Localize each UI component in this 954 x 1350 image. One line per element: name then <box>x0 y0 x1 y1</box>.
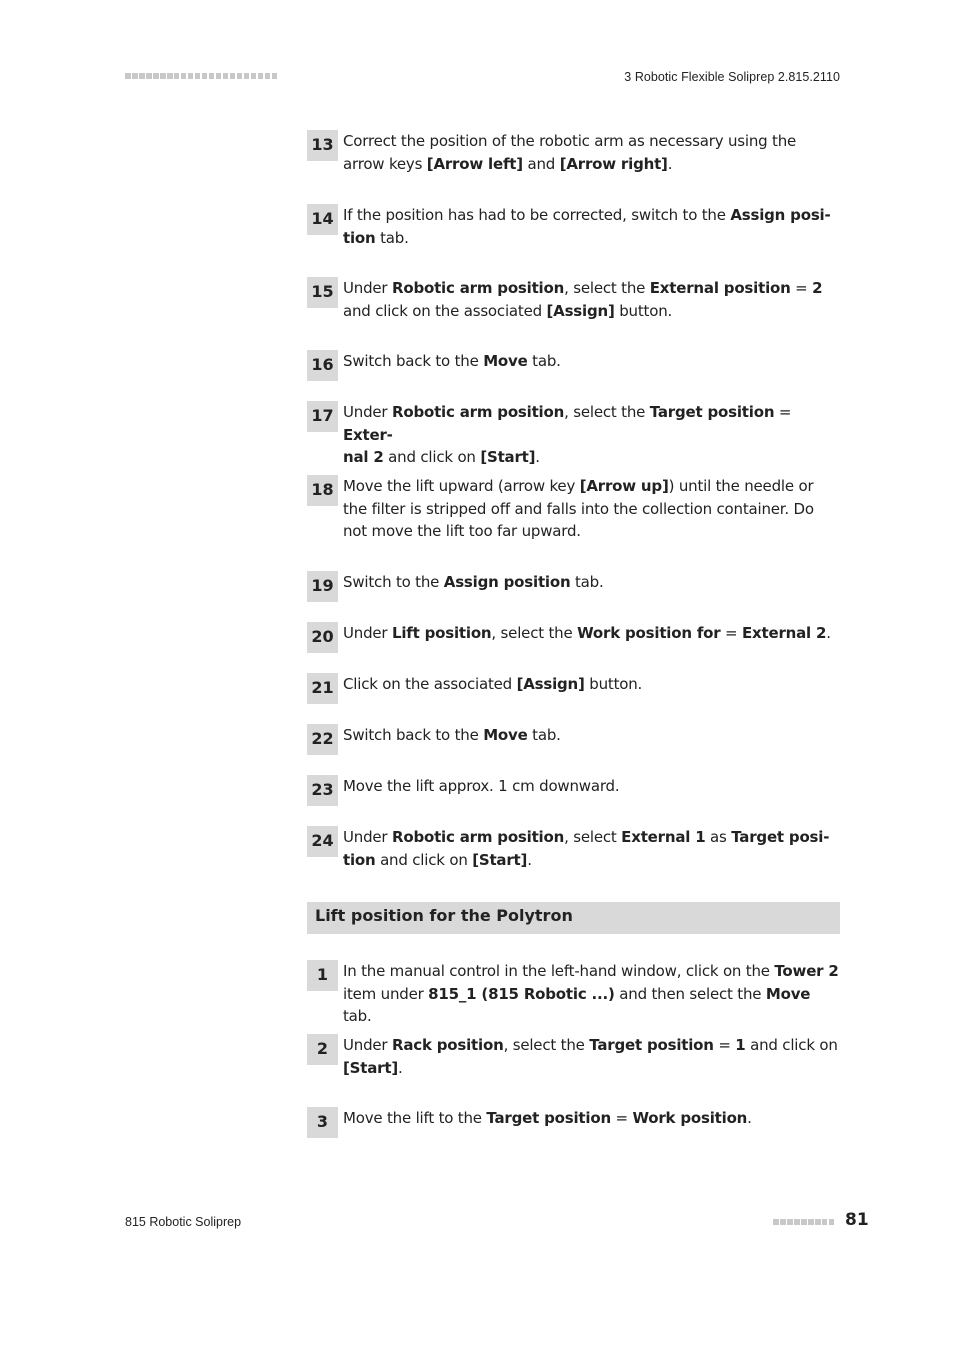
step-text-run: and click on <box>745 1036 838 1054</box>
decoration-dot <box>160 73 166 79</box>
decoration-dot <box>223 73 229 79</box>
step-text <box>343 571 840 594</box>
decoration-dot <box>153 73 159 79</box>
step-text-run: = <box>713 1036 736 1054</box>
step-item <box>307 401 840 469</box>
decoration-dot <box>829 1219 835 1225</box>
step-text-emphasis: Robotic arm position <box>391 828 565 846</box>
decoration-dot <box>216 73 222 79</box>
decoration-dot <box>773 1219 779 1225</box>
step-number: 1 <box>307 960 338 991</box>
step-text-emphasis: Work position <box>632 1109 748 1127</box>
step-text-run: Move the lift to the <box>343 1109 487 1127</box>
step-text-run: . <box>826 624 831 642</box>
step-text <box>343 775 840 798</box>
step-text-run: as <box>705 828 732 846</box>
step-text-run: Switch back to the <box>343 352 484 370</box>
step-text <box>343 401 840 469</box>
step-text-run: = <box>610 1109 633 1127</box>
step-item <box>307 571 840 594</box>
step-text-run: and <box>522 154 560 173</box>
step-text <box>343 277 840 322</box>
step-number: 13 <box>307 130 338 161</box>
step-text-emphasis: Target position <box>486 1109 611 1127</box>
decoration-dot <box>822 1219 828 1225</box>
step-text-run: item under <box>343 984 429 1003</box>
step-item <box>307 130 840 175</box>
step-number: 23 <box>307 775 338 806</box>
step-text-run: = <box>720 624 742 642</box>
step-text-run: = <box>774 403 792 421</box>
decoration-dot <box>265 73 271 79</box>
step-text-emphasis: Move <box>765 984 811 1003</box>
step-item <box>307 724 840 747</box>
step-text-emphasis: tion <box>343 228 376 247</box>
step-number: 3 <box>307 1107 338 1138</box>
step-text-run: button. <box>584 675 643 693</box>
step-number: 24 <box>307 826 338 857</box>
step-text-emphasis: [Arrow right] <box>559 154 668 173</box>
decoration-dot <box>181 73 187 79</box>
step-text-run: Under <box>343 279 392 297</box>
step-text-run: . <box>527 850 532 869</box>
step-text <box>343 960 840 1028</box>
step-text-emphasis: [Start] <box>480 448 536 467</box>
step-text-run: Move the lift approx. 1 cm downward. <box>343 777 620 795</box>
step-text <box>343 130 840 175</box>
decoration-dot <box>251 73 257 79</box>
step-text-run: tab. <box>570 573 604 591</box>
step-text-emphasis: [Arrow up] <box>579 477 669 495</box>
step-text-run: Switch back to the <box>343 726 484 744</box>
step-number: 22 <box>307 724 338 755</box>
step-text-run: and click on <box>375 850 473 869</box>
step-item <box>307 1107 840 1130</box>
step-text-emphasis: Lift position <box>391 624 492 642</box>
step-item <box>307 826 840 871</box>
step-text-emphasis: [Assign] <box>546 301 615 320</box>
step-text-run: Under <box>343 1036 392 1054</box>
step-text <box>343 826 840 871</box>
step-text-run: Move the lift upward (arrow key <box>343 477 580 495</box>
step-text-emphasis: 2 <box>812 279 823 297</box>
decoration-dot <box>167 73 173 79</box>
step-number: 15 <box>307 277 338 308</box>
decoration-dot <box>244 73 250 79</box>
decoration-dot <box>272 73 278 79</box>
step-text-emphasis: tion <box>343 850 376 869</box>
page-number: 81 <box>845 1210 869 1230</box>
step-text-run: tab. <box>343 1007 372 1026</box>
decoration-dot <box>195 73 201 79</box>
decoration-dot <box>258 73 264 79</box>
step-text-emphasis: Assign posi- <box>730 206 831 224</box>
step-text <box>343 673 840 696</box>
step-text-emphasis: Tower 2 <box>774 962 839 980</box>
step-text-run: , select the <box>564 403 650 421</box>
decoration-dot <box>139 73 145 79</box>
step-item <box>307 960 840 1028</box>
step-text-run: In the manual control in the left-hand window, click on the <box>343 962 775 980</box>
step-text-emphasis: Robotic arm position <box>391 279 565 297</box>
step-text-run: Under <box>343 624 392 642</box>
step-text-run: tab. <box>375 228 409 247</box>
step-text-emphasis: Assign position <box>443 573 571 591</box>
step-text-emphasis: 1 <box>735 1036 746 1054</box>
step-text-emphasis: External position <box>649 279 791 297</box>
footer-decoration-dots <box>773 1219 834 1225</box>
step-text-run: . <box>667 154 673 173</box>
step-text-emphasis: External 1 <box>621 828 706 846</box>
step-text-emphasis: [Assign] <box>516 675 585 693</box>
decoration-dot <box>794 1219 800 1225</box>
step-text-run: tab. <box>527 726 561 744</box>
decoration-dot <box>808 1219 814 1225</box>
step-number: 2 <box>307 1034 338 1065</box>
step-text-emphasis: [Start] <box>343 1058 398 1077</box>
header-decoration-dots <box>125 73 277 79</box>
section-heading <box>307 902 840 934</box>
step-text-emphasis: [Start] <box>472 850 528 869</box>
step-text <box>343 1107 840 1130</box>
step-text <box>343 724 840 747</box>
step-text <box>343 622 840 645</box>
step-text-emphasis: Target position <box>589 1036 714 1054</box>
step-number: 14 <box>307 204 338 235</box>
step-text-run: . <box>535 448 540 467</box>
step-text-run: and click on the associated <box>343 301 547 320</box>
step-text-run: , select <box>564 828 622 846</box>
section-heading-title: Lift position for the Polytron <box>315 906 573 925</box>
step-text-run: Correct the position of the robotic arm as necessary using the arrow keys <box>343 132 797 173</box>
step-text-emphasis: [Arrow left] <box>426 154 523 173</box>
decoration-dot <box>780 1219 786 1225</box>
decoration-dot <box>174 73 180 79</box>
step-text-emphasis: Exter- <box>343 425 393 444</box>
step-item <box>307 204 840 249</box>
step-number: 19 <box>307 571 338 602</box>
step-item <box>307 277 840 322</box>
step-text-emphasis: Rack position <box>391 1036 504 1054</box>
step-text-emphasis: nal 2 <box>343 448 384 467</box>
step-item <box>307 622 840 645</box>
decoration-dot <box>125 73 131 79</box>
step-text-run: , select the <box>564 279 650 297</box>
decoration-dot <box>146 73 152 79</box>
decoration-dot <box>230 73 236 79</box>
step-text-emphasis: Move <box>483 352 528 370</box>
decoration-dot <box>801 1219 807 1225</box>
step-text-run: ) until the needle or the filter is stripped off and falls into the collection container. Do not move the lift too far upward. <box>343 477 814 541</box>
step-text-run: tab. <box>527 352 561 370</box>
step-text-run: and then select the <box>614 984 766 1003</box>
decoration-dot <box>815 1219 821 1225</box>
running-header: 3 Robotic Flexible Soliprep 2.815.2110 <box>624 70 840 84</box>
step-text-run: If the position has had to be corrected, switch to the <box>343 206 731 224</box>
step-text <box>343 1034 840 1079</box>
step-number: 18 <box>307 475 338 506</box>
step-item <box>307 350 840 373</box>
step-text-run: Click on the associated <box>343 675 517 693</box>
step-item <box>307 775 840 798</box>
step-text-run: . <box>397 1058 403 1077</box>
step-text <box>343 475 840 543</box>
step-text-emphasis: Target position <box>649 403 775 421</box>
step-text-run: = <box>790 279 813 297</box>
decoration-dot <box>787 1219 793 1225</box>
decoration-dot <box>188 73 194 79</box>
step-text-emphasis: External 2 <box>741 624 827 642</box>
step-text <box>343 204 840 249</box>
step-text-emphasis: 815_1 (815 Robotic ...) <box>428 984 615 1003</box>
step-item <box>307 673 840 696</box>
step-number: 21 <box>307 673 338 704</box>
step-text <box>343 350 840 373</box>
step-item <box>307 1034 840 1079</box>
step-text-run: . <box>747 1109 752 1127</box>
step-number: 17 <box>307 401 338 432</box>
step-item <box>307 475 840 543</box>
step-text-emphasis: Move <box>483 726 528 744</box>
step-text-run: and click on <box>383 448 481 467</box>
step-text-run: Switch to the <box>343 573 444 591</box>
decoration-dot <box>209 73 215 79</box>
step-text-run: Under <box>343 828 392 846</box>
footer-product-name: 815 Robotic Soliprep <box>125 1215 242 1229</box>
step-number: 20 <box>307 622 338 653</box>
step-text-run: , select the <box>503 1036 590 1054</box>
step-text-run: button. <box>614 301 673 320</box>
decoration-dot <box>202 73 208 79</box>
decoration-dot <box>132 73 138 79</box>
step-text-run: Under <box>343 403 392 421</box>
step-text-run: , select the <box>491 624 578 642</box>
step-text-emphasis: Robotic arm position <box>391 403 565 421</box>
step-text-emphasis: Work position for <box>577 624 721 642</box>
decoration-dot <box>237 73 243 79</box>
step-number: 16 <box>307 350 338 381</box>
step-text-emphasis: Target posi- <box>731 828 830 846</box>
